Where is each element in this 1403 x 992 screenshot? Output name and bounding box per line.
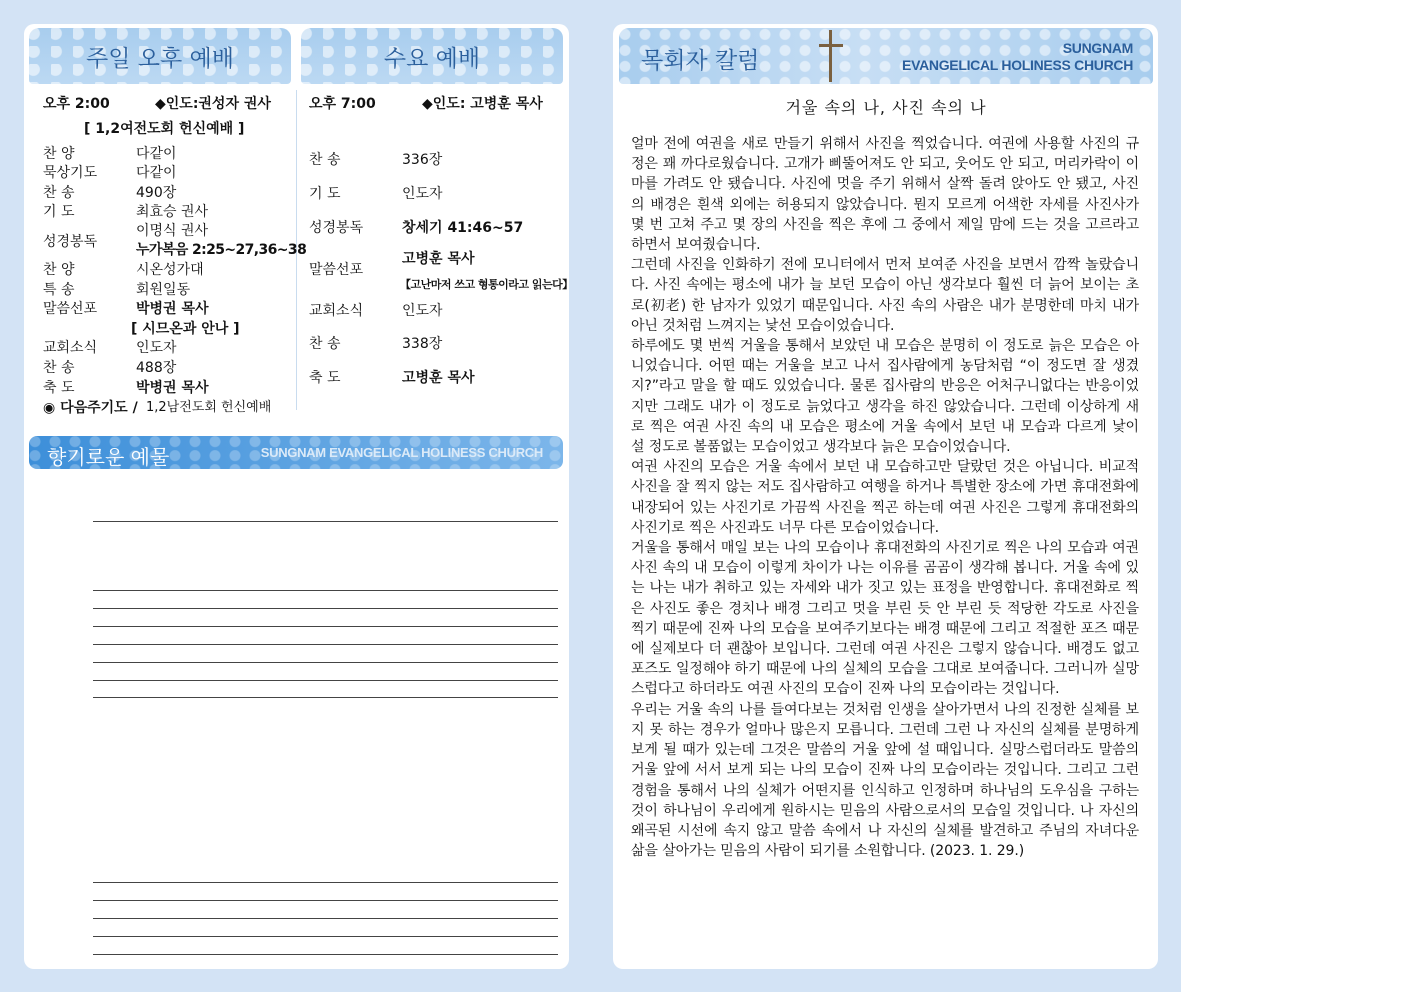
writing-line	[93, 918, 558, 919]
writing-line	[93, 680, 558, 681]
wednesday-row-value: 336장	[402, 152, 443, 168]
church-name-line2: EVANGELICAL HOLINESS CHURCH	[902, 57, 1133, 73]
wednesday-row-value: 고병훈 목사	[402, 251, 475, 267]
sunday-row-label: 성경봉독	[43, 234, 98, 250]
wednesday-row-label: 찬 송	[309, 152, 341, 168]
writing-line	[93, 644, 558, 645]
sunday-scripture: 누가복음 2:25~27,36~38	[136, 242, 307, 258]
column-title: 거울 속의 나, 사진 속의 나	[785, 98, 987, 117]
church-name-line1: SUNGNAM	[1062, 40, 1133, 56]
sunday-row-value: 회원일동	[136, 282, 191, 298]
wednesday-sermon-title: 【고난마저 쓰고 형통이라고 읽는다】	[400, 278, 573, 291]
offering-church-name: SUNGNAM EVANGELICAL HOLINESS CHURCH	[260, 445, 543, 460]
sunday-row-value: 다같이	[136, 165, 177, 181]
writing-line	[93, 954, 558, 955]
column-paragraph: 여권 사진의 모습은 거울 속에서 보던 내 모습하고만 달랐던 것은 아닙니다. 비교적 사진을 잘 찍지 않는 저도 집사람하고 여행을 하거나 특별한 장소에 가면 휴대전화에 내장되어 있는 사진기로 가끔씩 사진을 찍곤 하는데 여권 사진은 그렇게 휴대전화의 사진기로 찍은 사진과도 너무 다른 모습이었습니다.	[631, 459, 1139, 536]
writing-line	[93, 590, 558, 591]
offering-title: 향기로운 예물	[47, 445, 170, 469]
sunday-row-value: 최효승 권사	[136, 204, 209, 220]
sunday-row-value: 시온성가대	[136, 262, 204, 278]
wednesday-row-label: 기 도	[309, 186, 341, 202]
wednesday-row-label: 성경봉독	[309, 220, 364, 236]
column-header-title: 목회자 칼럼	[641, 48, 760, 74]
writing-line	[93, 662, 558, 663]
sunday-row-label: 찬 양	[43, 146, 75, 162]
sermon-title: [ 시므온과 안나 ]	[131, 321, 240, 337]
sunday-row-value: 490장	[136, 185, 177, 201]
wednesday-row-label: 교회소식	[309, 303, 364, 319]
sunday-row-value: 박병권 목사	[136, 380, 209, 396]
column-paragraph: 그런데 사진을 인화하기 전에 모니터에서 먼저 보여준 사진을 보면서 깜짝 놀랐습니다. 사진 속에는 평소에 내가 늘 보던 모습이 아닌 생각보다 훨씬 더 늙어 보이는 초로(初老) 한 남자가 있었기 때문입니다. 사진 속의 사람은 내가 분명한데 마치 내가 아닌 것처럼 느껴지는 낯선 모습이었습니다.	[631, 257, 1139, 334]
column-paragraph: 우리는 거울 속의 나를 들여다보는 것처럼 인생을 살아가면서 나의 진정한 실체를 보지 못 하는 경우가 얼마나 많은지 모릅니다. 그런데 그런 나 자신의 실체를 분명하게 보게 될 때가 있는데 그것은 말씀의 거울 앞에 설 때입니다. 실망스럽더라도 말씀의 거울 앞에 서서 보게 되는 나의 모습이 진짜 나의 모습이라는 것입니다. 그리고 그런 경험을 통해서 나의 실체가 어떤지를 인식하고 인정하며 하나님의 도우심을 구하는 것이 하나님이 우리에게 원하시는 믿음의 사람으로서의 모습일 것입니다. 나 자신의 왜곡된 시선에 속지 않고 말씀 속에서 나 자신의 실체를 발견하고 주님의 자녀다운 삶을 살아가는 믿음의 사람이 되기를 소원합니다. (2023. 1. 29.)	[631, 701, 1139, 860]
next-prayer-label: ◉ 다음주기도 /	[43, 400, 138, 416]
next-prayer-value: 1,2남전도회 헌신예배	[146, 400, 272, 415]
writing-line	[93, 697, 558, 698]
sunday-row-value: 이명식 권사	[136, 223, 209, 239]
writing-line	[93, 521, 558, 522]
sunday-row-label: 특 송	[43, 282, 75, 298]
writing-line	[93, 936, 558, 937]
sunday-subtitle: [ 1,2여전도회 헌신예배 ]	[84, 121, 245, 137]
cross-icon	[819, 30, 843, 82]
column-paragraph: 하루에도 몇 번씩 거울을 통해서 보았던 내 모습은 분명히 이 정도로 늙은 모습은 아니었습니다. 어떤 때는 거울을 보고 나서 집사람에게 농담처럼 “이 정도면 잘 생겼지?”라고 말을 할 때도 있었습니다. 물론 집사람의 반응은 어처구니없다는 반응이었지만 그래도 내가 이 정도로 늙었다고 생각을 하진 않았습니다. 그런데 이상하게 새로 찍은 여권 사진 속의 내 모습은 평소에 거울 속에서 보던 내 모습과 다르게 낯이 설 정도로 볼품없는 모습이었고 생각보다 늙은 모습이었습니다.	[631, 338, 1139, 456]
writing-line	[93, 900, 558, 901]
sunday-row-label: 찬 송	[43, 185, 75, 201]
sunday-row-label: 교회소식	[43, 340, 98, 356]
wednesday-time: 오후 7:00	[309, 96, 376, 112]
sunday-row-value: 488장	[136, 360, 177, 376]
wednesday-row-value: 고병훈 목사	[402, 370, 475, 386]
sunday-row-value: 박병권 목사	[136, 301, 209, 317]
column-paragraph: 얼마 전에 여권을 새로 만들기 위해서 사진을 찍었습니다. 여권에 사용할 사진의 규정은 꽤 까다로웠습니다. 고개가 삐뚤어져도 안 되고, 웃어도 안 되고, 머리카락이 이마를 가려도 안 됐습니다. 사진에 멋을 주기 위해서 살짝 돌려 앉아도 안 됐고, 사진의 배경은 흰색 외에는 허용되지 않았습니다. 뭔지 모르게 어색한 자세를 사진사가 몇 번 고쳐 주고 몇 장의 사진을 찍은 후에 그 중에서 제일 맘에 드는 것을 고르라고 하면서 보여줬습니다.	[631, 136, 1139, 254]
wednesday-row-label: 찬 송	[309, 336, 341, 352]
sunday-row-label: 찬 송	[43, 360, 75, 376]
wednesday-row-value: 창세기 41:46~57	[402, 220, 524, 236]
wednesday-row-label: 말씀선포	[309, 262, 364, 278]
wednesday-row-value: 338장	[402, 336, 443, 352]
wednesday-row-label: 축 도	[309, 370, 341, 386]
sunday-row-value: 인도자	[136, 340, 177, 356]
sunday-row-value: 다같이	[136, 146, 177, 162]
sunday-service-header: 주일 오후 예배	[29, 28, 291, 84]
sunday-row-label: 묵상기도	[43, 165, 98, 181]
wednesday-row-value: 인도자	[402, 186, 443, 202]
wednesday-leader: ◆인도: 고병훈 목사	[422, 96, 543, 112]
column-paragraph: 거울을 통해서 매일 보는 나의 모습이나 휴대전화의 사진기로 찍은 나의 모습과 여권 사진 속의 내 모습이 이렇게 차이가 나는 이유를 곰곰이 생각해 봅니다. 거울 속에 있는 나는 내가 취하고 있는 자세와 내가 짓고 있는 표정을 반영합니다. 휴대전화로 찍은 사진도 좋은 경치나 배경 그리고 멋을 부린 듯 안 부린 듯 적당한 각도로 사진을 찍기 때문에 진짜 나의 모습을 보여주기보다는 배경 때문에 그리고 적절한 포즈 때문에 실제보다 더 괜찮아 보입니다. 그런데 여권 사진은 그렇지 않습니다. 배경도 없고 포즈도 일정해야 하기 때문에 나의 실체의 모습을 그대로 보여줍니다. 그러니까 실망스럽다고 하더라도 여권 사진의 모습이 진짜 나의 모습이라는 것입니다.	[631, 540, 1139, 698]
column-header	[619, 28, 1153, 84]
writing-line	[93, 626, 558, 627]
church-logo-text	[902, 40, 1133, 74]
sunday-row-label: 말씀선포	[43, 301, 98, 317]
sunday-leader: ◆인도:권성자 권사	[155, 96, 271, 112]
sunday-row-label: 찬 양	[43, 262, 75, 278]
offering-header	[29, 436, 563, 469]
sunday-row-label: 기 도	[43, 204, 75, 220]
column-body	[631, 134, 1139, 861]
sunday-row-label: 축 도	[43, 380, 75, 396]
writing-line	[93, 882, 558, 883]
wednesday-service-header: 수요 예배	[301, 28, 563, 84]
sunday-time: 오후 2:00	[43, 96, 110, 112]
writing-line	[93, 608, 558, 609]
wednesday-row-value: 인도자	[402, 303, 443, 319]
